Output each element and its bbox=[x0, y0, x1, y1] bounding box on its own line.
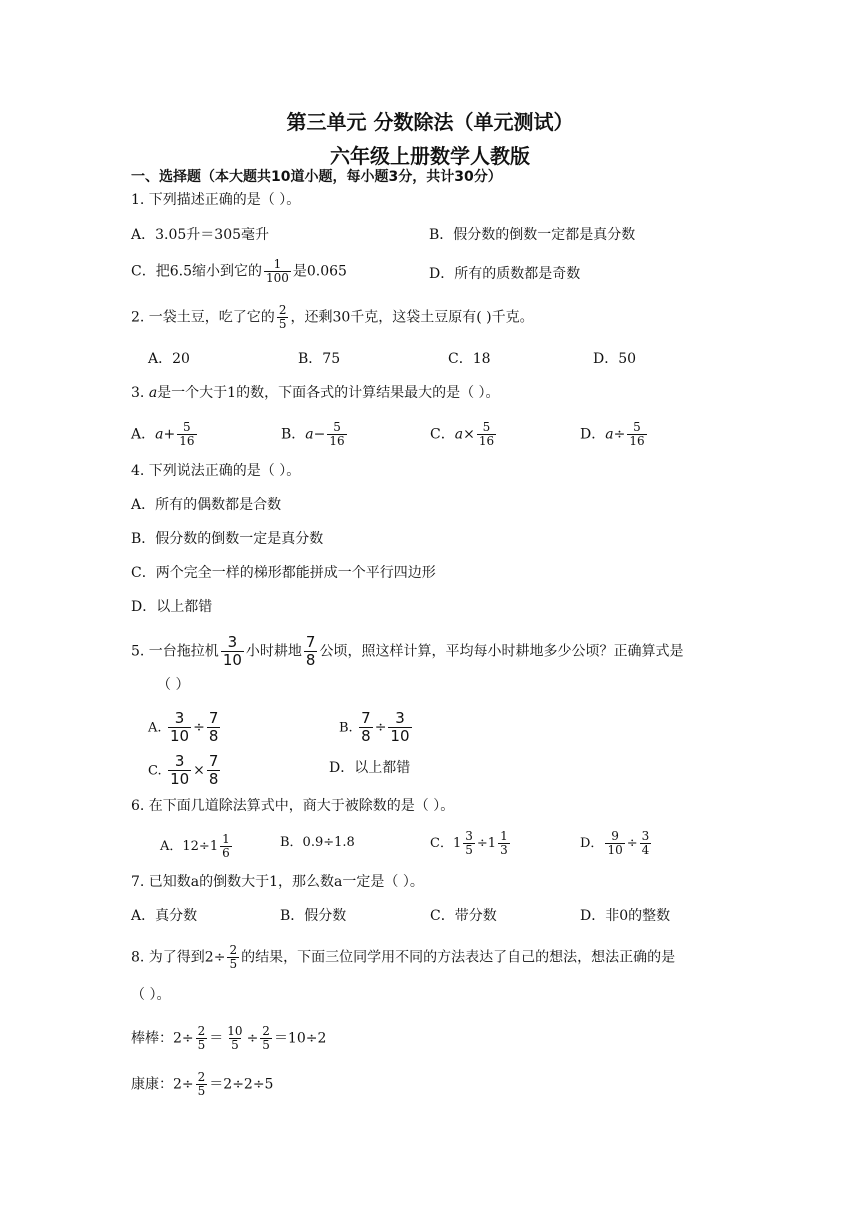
operator: × bbox=[463, 426, 475, 443]
denominator: 8 bbox=[305, 651, 316, 669]
numerator: 9 bbox=[611, 829, 619, 843]
variable: a bbox=[454, 426, 464, 443]
fraction bbox=[168, 710, 191, 745]
numerator: 2 bbox=[197, 1024, 206, 1038]
numerator: 3 bbox=[465, 829, 473, 843]
numerator: 1 bbox=[273, 257, 282, 271]
question-8-answer-blank: （ ）。 bbox=[131, 987, 171, 1003]
denominator: 5 bbox=[231, 1038, 239, 1052]
stem-text: 的结果，下面三位同学用不同的方法表达了自己的想法，想法正确的是 bbox=[241, 949, 676, 966]
question-1-option-b: B．假分数的倒数一定都是真分数 bbox=[429, 227, 636, 243]
operator: ÷ bbox=[613, 426, 626, 443]
numerator: 3 bbox=[227, 633, 238, 651]
question-3-stem: 3. a是一个大于1的数，下面各式的计算结果最大的是（ ）。 bbox=[131, 385, 500, 401]
result: ＝10÷2 bbox=[273, 1030, 327, 1047]
fraction bbox=[388, 710, 411, 745]
page-subtitle: 六年级上册数学人教版 bbox=[330, 144, 530, 168]
numerator: 10 bbox=[227, 1024, 243, 1038]
option-label: A． bbox=[131, 426, 156, 443]
question-2-option-a: A．20 bbox=[148, 351, 190, 367]
fraction bbox=[221, 634, 244, 669]
question-5-option-a bbox=[148, 710, 222, 745]
student-name: 棒棒：2÷ bbox=[131, 1030, 194, 1047]
option-label: A. bbox=[148, 720, 162, 736]
question-4-option-b: B．假分数的倒数一定是真分数 bbox=[131, 531, 324, 547]
numerator: 2 bbox=[229, 943, 238, 957]
stem-text: 是一个大于1的数，下面各式的计算结果最大的是（ ）。 bbox=[157, 385, 500, 401]
stem-text: 小时耕地 bbox=[245, 643, 302, 660]
numerator: 7 bbox=[208, 752, 219, 770]
fraction bbox=[264, 258, 291, 285]
fraction bbox=[225, 1025, 244, 1052]
operator: ÷ bbox=[626, 836, 638, 851]
denominator: 8 bbox=[361, 727, 371, 745]
question-5-option-c bbox=[148, 753, 222, 788]
fraction bbox=[177, 421, 196, 448]
fraction bbox=[327, 421, 346, 448]
numerator: 3 bbox=[395, 709, 405, 727]
operator: × bbox=[193, 762, 205, 779]
operator: + bbox=[163, 426, 176, 443]
operator: ÷ bbox=[476, 836, 488, 851]
question-7-option-c: C．带分数 bbox=[430, 908, 497, 924]
question-2-option-d: D．50 bbox=[593, 351, 637, 367]
operator: ÷ bbox=[374, 719, 387, 736]
variable: a bbox=[155, 426, 164, 443]
fraction bbox=[627, 421, 646, 448]
question-4-option-c: C．两个完全一样的梯形都能拼成一个平行四边形 bbox=[131, 565, 436, 581]
question-1-option-d: D．所有的质数都是奇数 bbox=[429, 266, 581, 282]
denominator: 5 bbox=[197, 1038, 206, 1052]
numerator: 5 bbox=[183, 420, 191, 434]
denominator: 10 bbox=[390, 727, 410, 745]
denominator: 100 bbox=[265, 271, 289, 285]
stem-text: 2. 一袋土豆，吃了它的 bbox=[131, 309, 275, 326]
denominator: 5 bbox=[465, 843, 473, 857]
denominator: 5 bbox=[278, 317, 287, 331]
fraction bbox=[304, 634, 318, 669]
numerator: 2 bbox=[278, 303, 287, 317]
option-text: C．把6.5缩小到它的 bbox=[131, 263, 262, 280]
fraction bbox=[196, 1071, 208, 1098]
numerator: 5 bbox=[482, 420, 491, 434]
numerator: 2 bbox=[197, 1070, 206, 1084]
fraction bbox=[277, 304, 289, 331]
numerator: 3 bbox=[174, 709, 185, 727]
fraction bbox=[477, 421, 496, 448]
question-2-stem bbox=[131, 304, 534, 331]
option-label: D． bbox=[580, 836, 604, 851]
fraction bbox=[260, 1025, 272, 1052]
option-label: A． bbox=[160, 839, 183, 854]
numerator: 3 bbox=[641, 829, 650, 843]
student-2-answer bbox=[131, 1071, 273, 1098]
question-1-option-a: A．3.05升＝305毫升 bbox=[131, 227, 270, 243]
fraction bbox=[359, 710, 373, 745]
variable: a bbox=[305, 426, 314, 443]
fraction bbox=[640, 830, 652, 857]
denominator: 16 bbox=[478, 434, 495, 448]
denominator: 8 bbox=[208, 727, 219, 745]
question-2-option-b: B．75 bbox=[298, 351, 341, 367]
fraction bbox=[207, 753, 221, 788]
question-6-option-a bbox=[160, 833, 234, 860]
denominator: 16 bbox=[179, 434, 195, 448]
numerator: 3 bbox=[174, 752, 185, 770]
question-7-stem: 7. 已知数a的倒数大于1，那么数a一定是（ ）。 bbox=[131, 874, 424, 890]
student-name: 康康：2÷ bbox=[131, 1076, 194, 1093]
stem-text: ，还剩30千克，这袋土豆原有( )千克。 bbox=[290, 309, 534, 326]
question-5-answer-blank: （ ） bbox=[157, 677, 190, 693]
fraction bbox=[498, 830, 510, 857]
operator: ÷ bbox=[193, 719, 205, 736]
option-text: 是0.065 bbox=[292, 263, 347, 280]
denominator: 5 bbox=[197, 1084, 206, 1098]
fraction bbox=[227, 944, 239, 971]
variable: a bbox=[605, 426, 614, 443]
fraction bbox=[196, 1025, 208, 1052]
denominator: 10 bbox=[170, 770, 190, 788]
stem-text: 公顷，照这样计算，平均每小时耕地多少公顷？正确算式是 bbox=[319, 643, 684, 660]
numerator: 7 bbox=[208, 709, 219, 727]
expression: 12÷1 bbox=[182, 839, 219, 854]
question-4-stem: 4. 下列说法正确的是（ ）。 bbox=[131, 463, 301, 479]
question-5-option-d: D．以上都错 bbox=[329, 760, 411, 776]
fraction bbox=[605, 830, 624, 857]
denominator: 4 bbox=[641, 843, 650, 857]
numerator: 2 bbox=[262, 1024, 270, 1038]
denominator: 10 bbox=[169, 727, 190, 745]
fraction bbox=[220, 833, 232, 860]
numerator: 5 bbox=[633, 420, 641, 434]
question-4-option-d: D．以上都错 bbox=[131, 599, 213, 615]
page-title: 第三单元 分数除法（单元测试） bbox=[286, 110, 574, 134]
denominator: 10 bbox=[607, 843, 623, 857]
option-label: C． bbox=[430, 836, 453, 851]
question-2-option-c: C．18 bbox=[448, 351, 491, 367]
question-3-option-a bbox=[131, 421, 199, 448]
question-7-option-b: B．假分数 bbox=[280, 908, 347, 924]
question-6-option-d bbox=[580, 830, 653, 857]
question-6-option-c bbox=[430, 830, 512, 857]
question-6-stem: 6. 在下面几道除法算式中，商大于被除数的是（ ）。 bbox=[131, 798, 455, 814]
student-1-answer bbox=[131, 1025, 326, 1052]
variable: a bbox=[148, 385, 158, 401]
question-7-option-a: A．真分数 bbox=[131, 908, 198, 924]
option-label: D． bbox=[580, 426, 606, 443]
option-label: B. bbox=[339, 720, 353, 736]
denominator: 16 bbox=[629, 434, 645, 448]
numerator: 7 bbox=[361, 709, 371, 727]
question-5-stem bbox=[131, 634, 683, 669]
option-label: C． bbox=[430, 426, 455, 443]
fraction bbox=[463, 830, 475, 857]
denominator: 6 bbox=[222, 846, 230, 860]
numerator: 7 bbox=[305, 633, 316, 651]
numerator: 1 bbox=[500, 829, 508, 843]
option-label: C. bbox=[148, 763, 162, 779]
numerator: 1 bbox=[222, 832, 230, 846]
question-1-stem: 1. 下列描述正确的是（ ）。 bbox=[131, 192, 301, 208]
operator: ÷ bbox=[246, 1030, 259, 1047]
denominator: 3 bbox=[500, 843, 508, 857]
stem-text: 5. 一台拖拉机 bbox=[131, 643, 219, 660]
option-label: B． bbox=[281, 426, 306, 443]
question-3-option-d bbox=[580, 421, 649, 448]
section-heading: 一、选择题（本大题共10道小题，每小题3分，共计30分） bbox=[131, 169, 502, 185]
denominator: 10 bbox=[222, 651, 242, 669]
denominator: 16 bbox=[329, 434, 345, 448]
result: ＝2÷2÷5 bbox=[209, 1076, 274, 1093]
fraction bbox=[168, 753, 191, 788]
question-5-option-b bbox=[339, 710, 414, 745]
question-6-option-b: B．0.9÷1.8 bbox=[280, 835, 355, 850]
denominator: 5 bbox=[229, 957, 238, 971]
denominator: 5 bbox=[262, 1038, 270, 1052]
question-1-option-c bbox=[131, 258, 347, 285]
question-3-option-c bbox=[430, 421, 498, 448]
stem-text: 8. 为了得到2÷ bbox=[131, 949, 226, 966]
whole-number: 1 bbox=[452, 836, 462, 851]
question-4-option-a: A．所有的偶数都是合数 bbox=[131, 497, 282, 513]
equals: ＝ bbox=[209, 1030, 224, 1047]
fraction bbox=[207, 710, 221, 745]
operator: − bbox=[313, 426, 326, 443]
whole-number: 1 bbox=[487, 836, 497, 851]
numerator: 5 bbox=[333, 420, 341, 434]
denominator: 8 bbox=[208, 770, 219, 788]
question-3-option-b bbox=[281, 421, 349, 448]
question-8-stem bbox=[131, 944, 675, 971]
question-7-option-d: D．非0的整数 bbox=[580, 908, 671, 924]
